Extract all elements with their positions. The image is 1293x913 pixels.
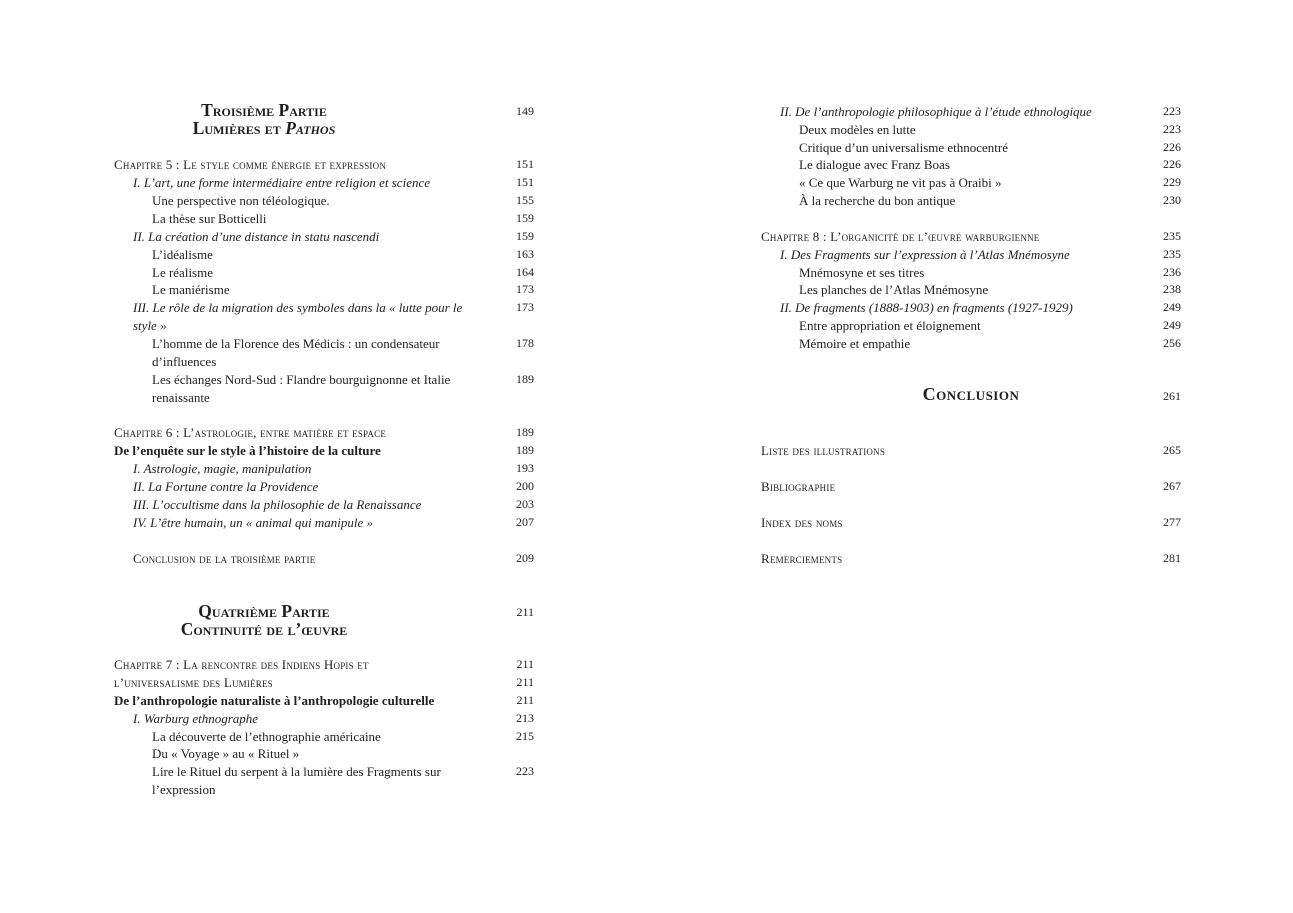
page-number: 149 xyxy=(516,104,534,118)
part-four-title: Quatrième Partie xyxy=(198,601,330,621)
part-three-title: Troisième Partie xyxy=(201,100,327,120)
part-four-heading xyxy=(114,602,534,638)
page-number: 211 xyxy=(516,605,534,619)
part-three-subtitle: Lumières et Pathos xyxy=(192,118,336,138)
part-four-subtitle: Continuité de l’œuvre xyxy=(180,619,348,639)
part-three-heading xyxy=(114,101,534,137)
toc-entry-conclusion[interactable]: Conclusion 261 xyxy=(922,384,1181,404)
